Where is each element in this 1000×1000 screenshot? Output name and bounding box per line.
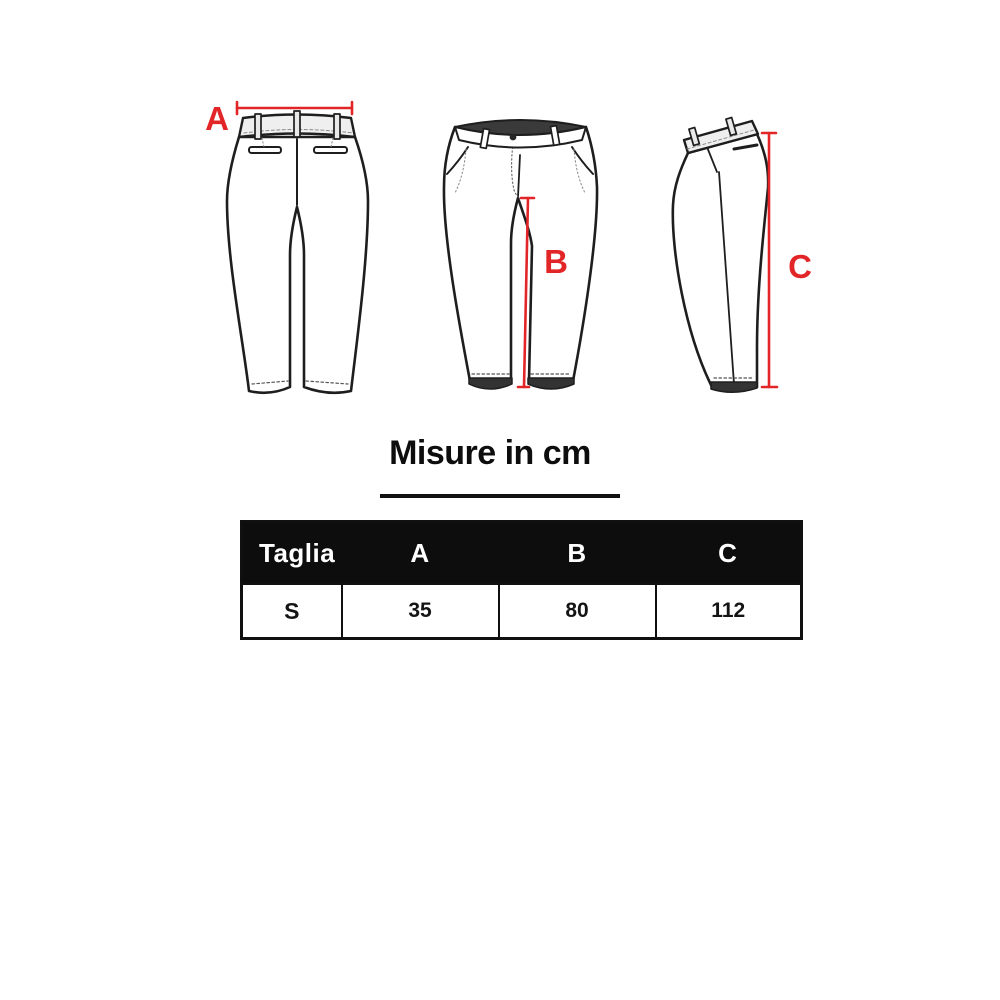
value-cell-b: 80 (499, 584, 656, 639)
front-pants-outline (444, 127, 597, 381)
header-cell-a: A (342, 522, 499, 585)
front-hem-right (528, 378, 574, 389)
label-b: B (544, 243, 568, 280)
side-hem (711, 382, 757, 392)
back-pocket-left (249, 147, 281, 153)
header-cell-taglia: Taglia (242, 522, 342, 585)
size-table (240, 520, 803, 640)
header-cell-c: C (656, 522, 802, 585)
front-hem-left (469, 378, 512, 389)
title-underline (380, 494, 620, 498)
side-pants-outline (673, 134, 768, 387)
header-cell-b: B (499, 522, 656, 585)
label-a: A (205, 100, 229, 137)
value-cell-c: 112 (656, 584, 802, 639)
label-c: C (788, 248, 812, 285)
value-cell-a: 35 (342, 584, 499, 639)
size-table-row-s (242, 584, 802, 639)
page-title: Misure in cm (389, 434, 591, 472)
side-view-drawing (653, 108, 823, 400)
size-table-header-row (242, 522, 802, 585)
belt-loop (294, 111, 300, 137)
front-view-drawing (433, 103, 607, 405)
belt-loop (334, 114, 340, 139)
back-view-drawing (198, 95, 380, 407)
size-cell: S (242, 584, 342, 639)
waist-button (510, 134, 517, 141)
belt-loop (255, 114, 261, 139)
back-pocket-right (314, 147, 347, 153)
